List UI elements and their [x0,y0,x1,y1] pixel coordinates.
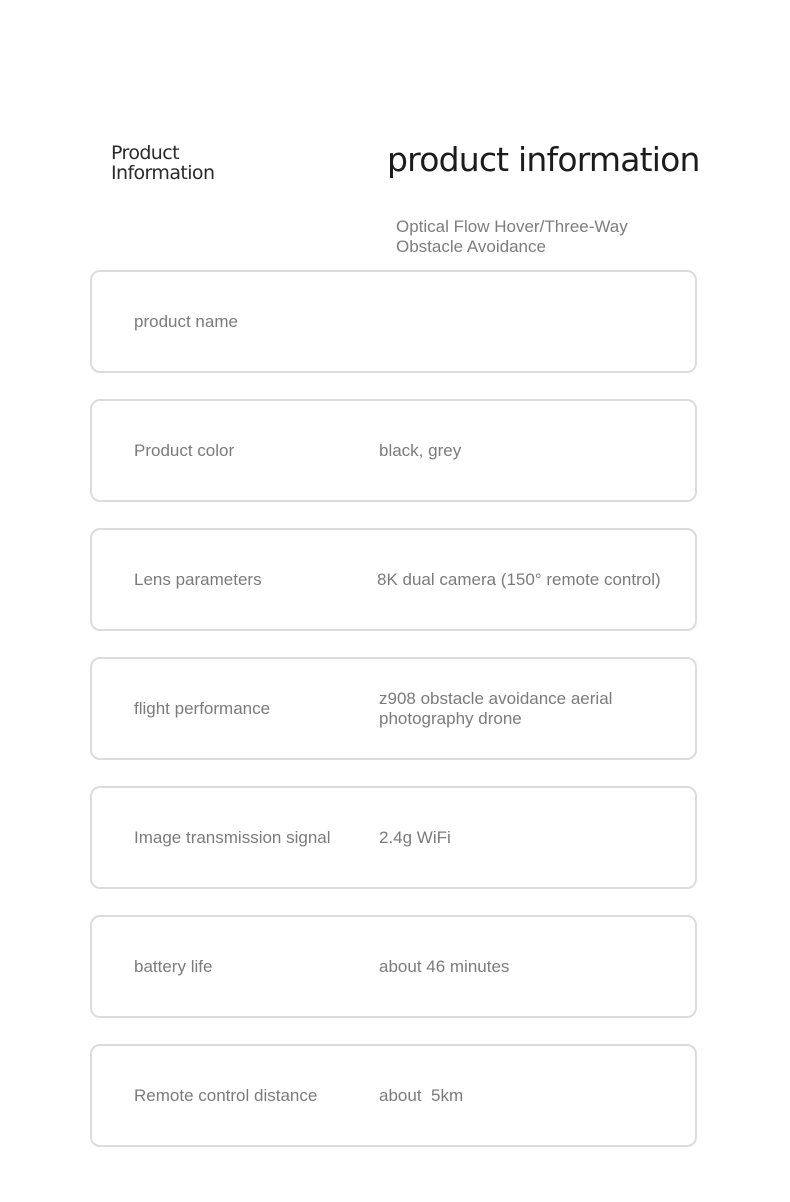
spec-row-product-color [90,399,697,502]
spec-row-battery-life [90,915,697,1018]
page-subtitle: Optical Flow Hover/Three-Way Obstacle Avoidance [396,217,628,256]
spec-value: z908 obstacle avoidance aerial photography drone [379,688,613,728]
section-label-line1: Product [111,142,179,164]
spec-label: Image transmission signal [134,827,331,847]
spec-value: 2.4g WiFi [379,827,451,847]
spec-value: 8K dual camera (150° remote control) [377,569,661,589]
spec-label: Lens parameters [134,569,262,589]
spec-value: black, grey [379,440,462,460]
page-title: product information [387,140,700,179]
spec-label: flight performance [134,698,271,718]
spec-label: product name [134,311,238,331]
spec-value: about 5km [379,1085,464,1105]
spec-label: battery life [134,956,213,976]
spec-value: about 46 minutes [379,956,510,976]
spec-row-product-name [90,270,697,373]
spec-row-flight-performance [90,657,697,760]
section-label [111,143,214,183]
spec-row-image-transmission [90,786,697,889]
spec-label: Product color [134,440,235,460]
spec-label: Remote control distance [134,1085,318,1105]
spec-row-remote-distance [90,1044,697,1147]
spec-row-lens-parameters [90,528,697,631]
section-label-line2: Information [111,162,215,184]
spec-table [90,270,697,1173]
